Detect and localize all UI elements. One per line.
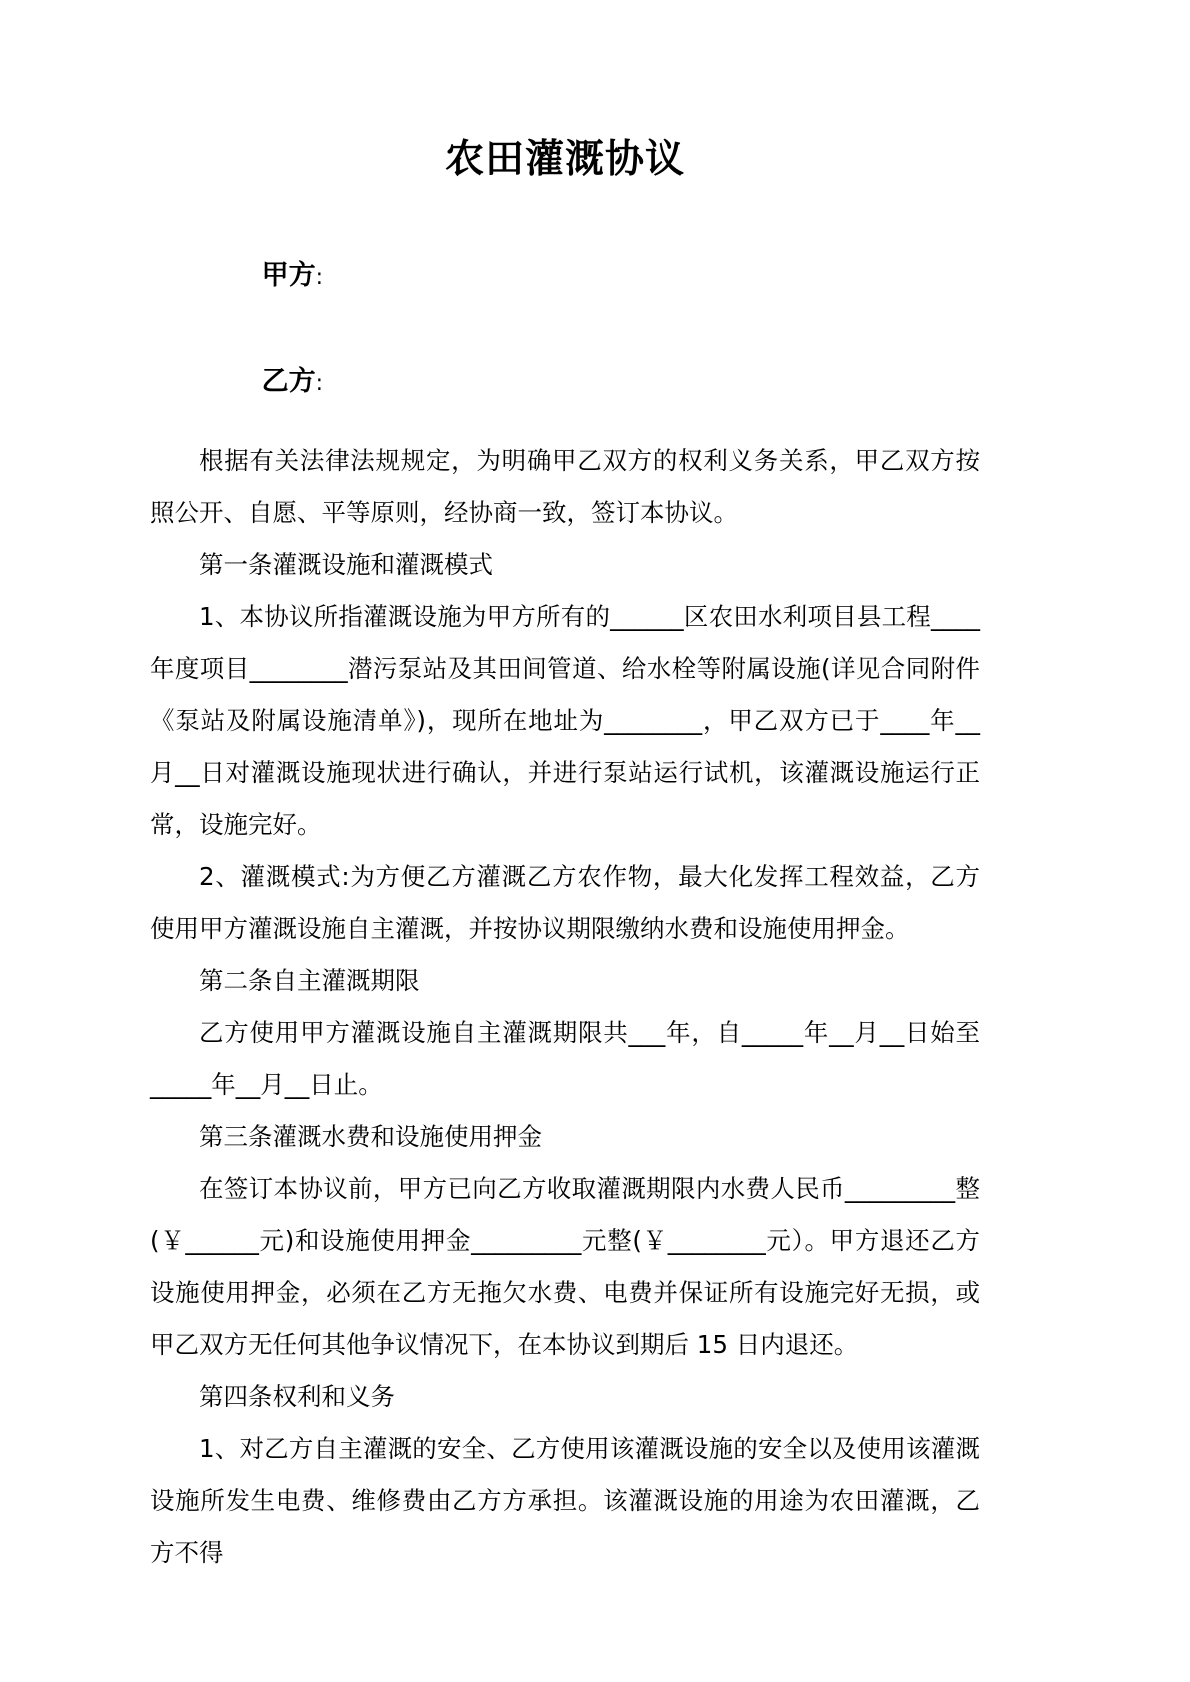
party-colon-first: : bbox=[315, 264, 324, 290]
section-1-item-1: 1、本协议所指灌溉设施为甲方所有的______区农田水利项目县工程____年度项目________潜污泵站及其田间管道、给水栓等附属设施(详见合同附件《泵站及附属设施清单》)，现所在地址为________，甲乙双方已于____年__月__日对灌溉设施现状进行确认，并进行泵站运行试机，该灌溉设施运行正常，设施完好。 bbox=[150, 601, 980, 839]
party-row-second bbox=[150, 315, 980, 421]
page-title: 农田灌溉协议 bbox=[444, 137, 685, 182]
preamble-paragraph: 根据有关法律法规规定，为明确甲乙双方的权利义务关系，甲乙双方按照公开、自愿、平等原则，经协商一致，签订本协议。 bbox=[150, 445, 980, 527]
section-heading-2: 第二条自主灌溉期限 bbox=[199, 965, 420, 995]
party-label-first: 甲方 bbox=[261, 259, 316, 291]
section-4-item-1: 1、对乙方自主灌溉的安全、乙方使用该灌溉设施的安全以及使用该灌溉设施所发生电费、维修费由乙方方承担。该灌溉设施的用途为农田灌溉，乙方不得 bbox=[150, 1433, 980, 1567]
party-row-first bbox=[150, 184, 980, 315]
section-3-item-1: 在签订本协议前，甲方已向乙方收取灌溉期限内水费人民币_________整(￥______元)和设施使用押金_________元整(￥________元）。甲方退还乙方设施使用押金，必须在乙方无拖欠水费、电费并保证所有设施完好无损，或甲乙双方无任何其他争议情况下，在本协议到期后 15 日内退还。 bbox=[150, 1173, 980, 1359]
party-label-second: 乙方 bbox=[261, 365, 316, 397]
party-colon-second: : bbox=[315, 370, 324, 396]
section-1-item-2: 2、灌溉模式:为方便乙方灌溉乙方农作物，最大化发挥工程效益，乙方使用甲方灌溉设施自主灌溉，并按协议期限缴纳水费和设施使用押金。 bbox=[150, 861, 980, 943]
section-2-item-1: 乙方使用甲方灌溉设施自主灌溉期限共___年，自_____年__月__日始至_____年__月__日止。 bbox=[150, 1017, 980, 1099]
section-heading-1: 第一条灌溉设施和灌溉模式 bbox=[199, 549, 493, 579]
section-heading-3: 第三条灌溉水费和设施使用押金 bbox=[199, 1121, 542, 1151]
document-body bbox=[150, 0, 980, 1579]
section-heading-4: 第四条权利和义务 bbox=[199, 1381, 395, 1411]
